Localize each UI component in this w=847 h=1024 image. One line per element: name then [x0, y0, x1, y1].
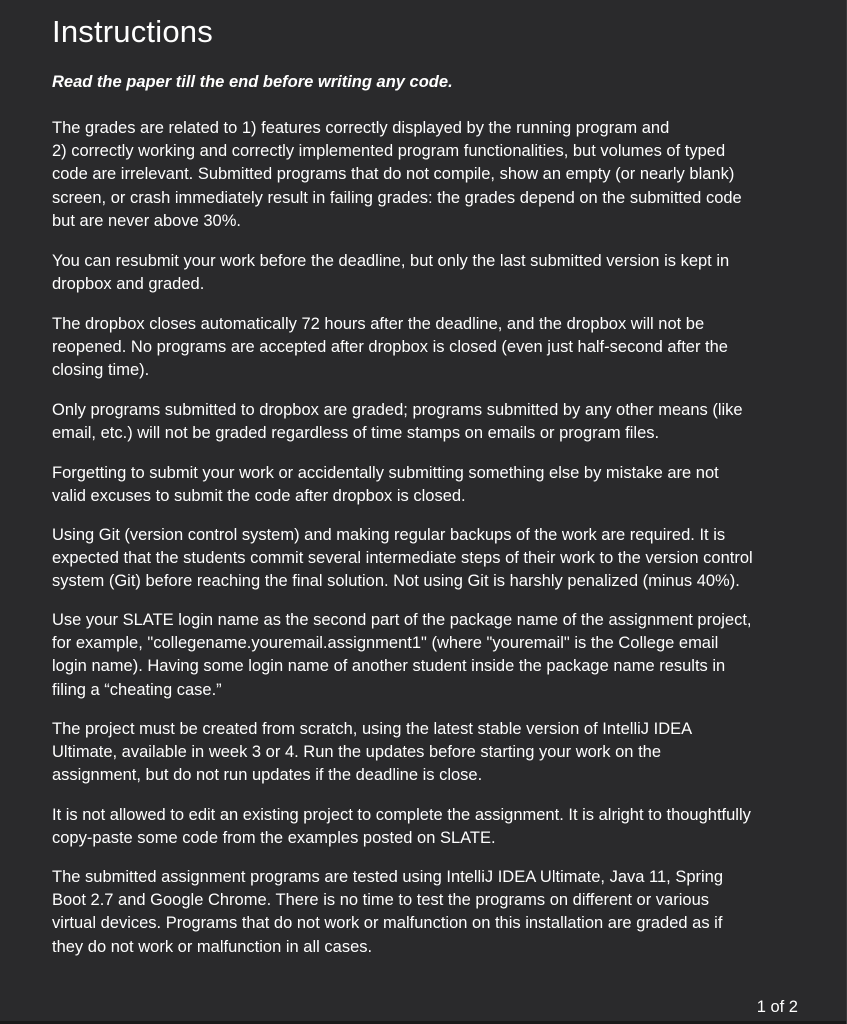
paragraph-grades: The grades are related to 1) features correctly displayed by the running program and 2) correctly working and correctly implemented program functionalities, but volumes of typed code are irrelevant. Submitted programs that do not compile, show an empty (or nearly blank) screen, or crash immediately result in failing grades: the grades depend on the submitted code but are never above 30%. — [52, 119, 742, 230]
page-indicator: 1 of 2 — [756, 998, 798, 1016]
paragraph-no-edit: It is not allowed to edit an existing project to complete the assignment. It is alright to thoughtfully copy-paste some code from the examples posted on SLATE. — [52, 806, 751, 848]
page-title: Instructions — [52, 14, 213, 49]
paragraph-git: Using Git (version control system) and making regular backups of the work are required. It is expected that the students commit several intermediate steps of their work to the version control system (Git) before reaching the final solution. Not using Git is harshly penalized (minus 40%). — [52, 526, 753, 591]
paragraph-forgetting: Forgetting to submit your work or accidentally submitting something else by mistake are not valid excuses to submit the code after dropbox is closed. — [52, 464, 719, 506]
paragraph-dropbox-only: Only programs submitted to dropbox are graded; programs submitted by any other means (like email, etc.) will not be graded regardless of time stamps on emails or program files. — [52, 401, 743, 443]
paragraph-dropbox-closes: The dropbox closes automatically 72 hours after the deadline, and the dropbox will not be reopened. No programs are accepted after dropbox is closed (even just half-second after the closing time). — [52, 315, 728, 380]
lead-instruction: Read the paper till the end before writing any code. — [52, 73, 453, 91]
paragraph-resubmit: You can resubmit your work before the deadline, but only the last submitted version is kept in dropbox and graded. — [52, 252, 730, 294]
paragraph-from-scratch: The project must be created from scratch, using the latest stable version of IntelliJ IDEA Ultimate, available in week 3 or 4. Run the updates before starting your work on the assignment, but do not run updates if the deadline is close. — [52, 720, 693, 785]
paragraph-package-name: Use your SLATE login name as the second part of the package name of the assignment project, for example, "collegename.youremail.assignment1" (where "youremail" is the College email login name). Having some login name of another student inside the package name results in filing a “cheating case.” — [52, 611, 752, 699]
paragraph-testing: The submitted assignment programs are tested using IntelliJ IDEA Ultimate, Java 11, Spring Boot 2.7 and Google Chrome. There is no time to test the programs on different or various virtual devices. Programs that do not work or malfunction on this installation are graded as if they do not work or malfunction in all cases. — [52, 868, 724, 956]
